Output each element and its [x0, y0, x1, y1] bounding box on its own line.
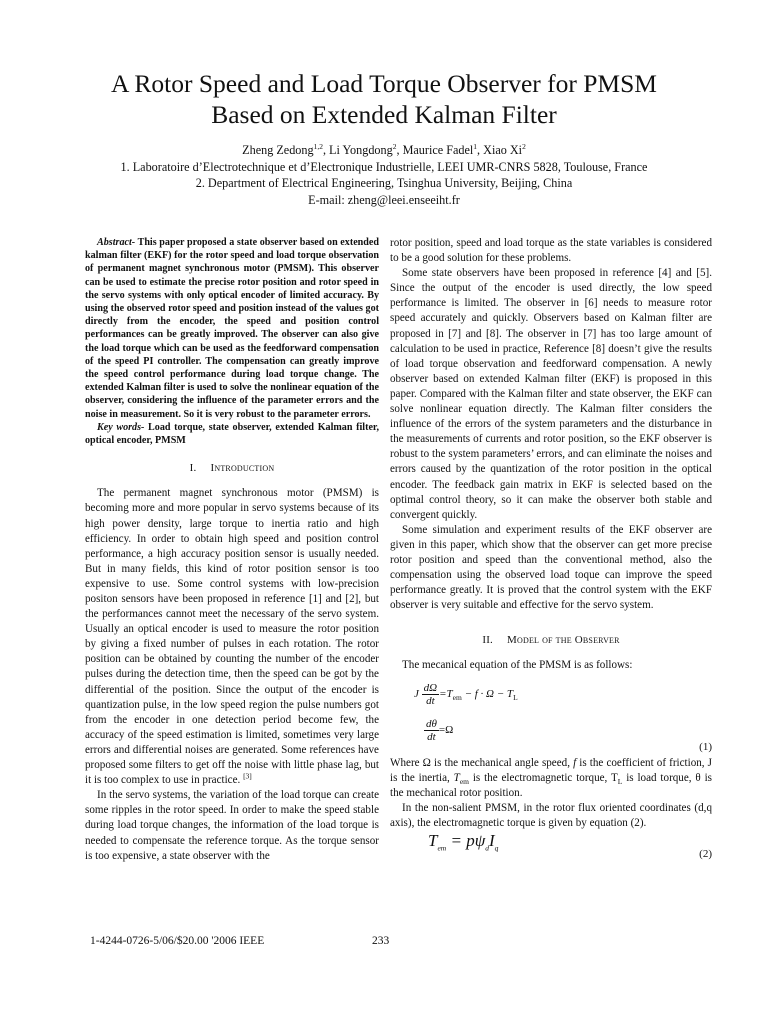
eq1-fraction-2: $\frac{d\theta}{dt}$ [426, 717, 437, 743]
keywords [85, 421, 379, 447]
eq1-rhs1-b: − f · Ω − T [461, 687, 514, 700]
abstract-lead: Abstract- [97, 237, 136, 248]
equation-2 [390, 833, 712, 863]
author-names [40, 142, 728, 159]
model-paragraph-1: The mecanical equation of the PMSM is as follows: [402, 659, 633, 672]
equation-2-label: (2) [699, 848, 712, 860]
eq1-rhs2: =Ω [438, 723, 454, 736]
copyright-footer: 1-4244-0726-5/06/$20.00 '2006 IEEE [90, 935, 265, 947]
author-2-affil: 2 [392, 141, 397, 151]
title-line-1: A Rotor Speed and Load Torque Observer for PMSM [111, 69, 657, 98]
section-heading-introduction [85, 461, 379, 476]
keywords-lead: Key words- [97, 421, 145, 433]
author-1: Zheng Zedong [242, 143, 314, 157]
right-paragraph-3: Some simulation and experiment results of the EKF observer are given in this paper, which show that the observer can get more precise rotor position and speed than the conventional method, also the compensation using the observed load toque can improve the speed performance greatly. It is proved that the control system with the EKF observer is very suitable and effective for the servo system. [390, 523, 712, 612]
intro-paragraph-2: In the servo systems, the variation of the load torque can create some ripples in the rotor speed. In order to make the speed stable during load torque changes, the information of the load torque is needed to compensate the reference torque. As the torque sensor is too expensive, a state observer with the [85, 789, 379, 862]
section-heading-model [390, 633, 712, 648]
equation-2-body: $T_{em} = p\psi_dI_q$ [428, 831, 499, 853]
right-paragraph-2: Some state observers have been proposed in reference [4] and [5]. Since the output of the encoder is used directly, the low speed performance is limited. The observer in [6] needs to measure rotor speed accurately and quickly. Observers based on Kalman filter are proposed in [7] and [8]. The observer in [7] has too large amount of calculation to be used in practice, Reference [8] doesn’t give the results of load torque observation and feedforward compensation. A newly observer based on extended Kalman filter (EKF) is proposed in this paper. Compared with the Kalman filter and state observer, the EKF can solve nonlinear equation directly. The Kalman filter considers the influence of the errors of the system parameters and the disturbance in the measurements of currents and rotor position, so the EKF observer is robust to the system parameters’ errors, and can eliminate the noises and errors caused by the quantization of the rotor position in the optical encoder. The feedback gain matrix in EKF is selected based on the optimal control theory, so it can make the observer both stable and convergent quickly. [390, 267, 712, 521]
intro-p1-text: The permanent magnet synchronous motor (PMSM) is becoming more and more popular in servo systems because of its high power density, large torque to inertia ratio and high efficiency. In order to obtain high speed and position control performance, a high accuracy position sensor is usually needed. But in many fields, this kind of rotor position sensor is too expensive to use. Some control systems with low-precision positon sensors have been proposed in reference [1] and [2], but the performances cannot meet the necessary of the servo system. Usually an optical encoder is used to measure the rotor position by giving a fixed number of pulses in each rotation. The rotor position can be obtained by counting the number of the encoder pulses during the detection time, then the speed can be got by the differential of the position. Since the output of the encoder is quantization pulse, in the low speed region the pulse numbers got from the encoder in one detection period become few, the accuracy of the speed estimation is limited, sometimes very large errors and differential noises are generated. Some references have proposed some filters to get off the noise with little phase lag, but it is too complex to use in practice. [85, 487, 379, 787]
section-1-title: Introduction [210, 462, 275, 475]
equation-1 [390, 682, 712, 756]
author-4: , Xiao Xi [477, 143, 523, 157]
author-2: , Li Yongdong [322, 143, 393, 157]
author-3: , Maurice Fadel [396, 143, 474, 157]
section-2-number: II. [482, 634, 494, 647]
equation-1-line-1: J $\frac{d\Omega}{dt}$ $=T_{em} - f \cdot \Omega - T_L$ [414, 681, 518, 707]
author-email: E-mail: zheng@leei.enseeiht.fr [308, 192, 460, 207]
model-paragraph-3: In the non-salient PMSM, in the rotor flux oriented coordinates (d,q axis), the electromagnetic torque is given by equation (2). [390, 801, 712, 829]
right-paragraph-1: rotor position, speed and load torque as the state variables is considered to be a good solution for these problems. [390, 237, 712, 265]
author-4-affil: 2 [522, 141, 526, 151]
equation-1-label: (1) [699, 740, 712, 753]
abstract [85, 236, 379, 421]
section-2-title: Model of the Observer [507, 634, 620, 647]
eq1-fraction-1: $\frac{d\Omega}{dt}$ [423, 681, 438, 707]
author-block [40, 142, 728, 208]
intro-paragraph-1 [85, 486, 379, 788]
author-1-affil: 1,2 [313, 141, 323, 151]
title-line-2: Based on Extended Kalman Filter [211, 100, 557, 129]
left-column [85, 236, 379, 864]
keywords-text: Load torque, state observer, extended Kalman filter, optical encoder, PMSM [85, 421, 379, 447]
right-column [390, 236, 712, 863]
affiliation-2: 2. Department of Electrical Engineering, Tsinghua University, Beijing, China [195, 176, 573, 190]
model-paragraph-2: Where Ω is the mechanical angle speed, f is the coefficient of friction, J is the inertia, $T_{em}$ is the electromagnetic torque, $T_L$ is load torque, θ is the mechanical rotor position. [390, 756, 713, 799]
equation-1-line-2 [424, 718, 453, 743]
section-1-number: I. [189, 462, 197, 475]
abstract-text: This paper proposed a state observer based on extended kalman filter (EKF) for the rotor speed and load torque observation of permanent magnet synchronous motor (PMSM). This observer can be used to estimate the precise rotor position and rotor speed in the servo systems with only optical encoder of limited accuracy. By using the observed rotor speed and position instead of the values got directly from the encoder, the speed and position control performances can be greatly improved. The observer can also give the load torque which can be used as the feedforward compensation of the speed PI controller. The compensation can greatly improve the speed control performance during load torque change. The extended Kalman filter is used to solve the nonlinear equation of the observer, considering the influence of the parameter errors and the noise in measurement. So it is very robust to the parameter errors. [85, 237, 379, 420]
author-3-affil: 1 [473, 141, 478, 151]
eq1-rhs1: =T [439, 687, 453, 700]
intro-p1-ref: [3] [243, 771, 252, 781]
eq1-J: J [414, 687, 419, 700]
paper-title [40, 68, 728, 130]
affiliation-1: 1. Laboratoire d’Electrotechnique et d’Electronique Industrielle, LEEI UMR-CNRS 5828, Toulouse, France [120, 159, 648, 174]
page-number: 233 [372, 935, 390, 947]
